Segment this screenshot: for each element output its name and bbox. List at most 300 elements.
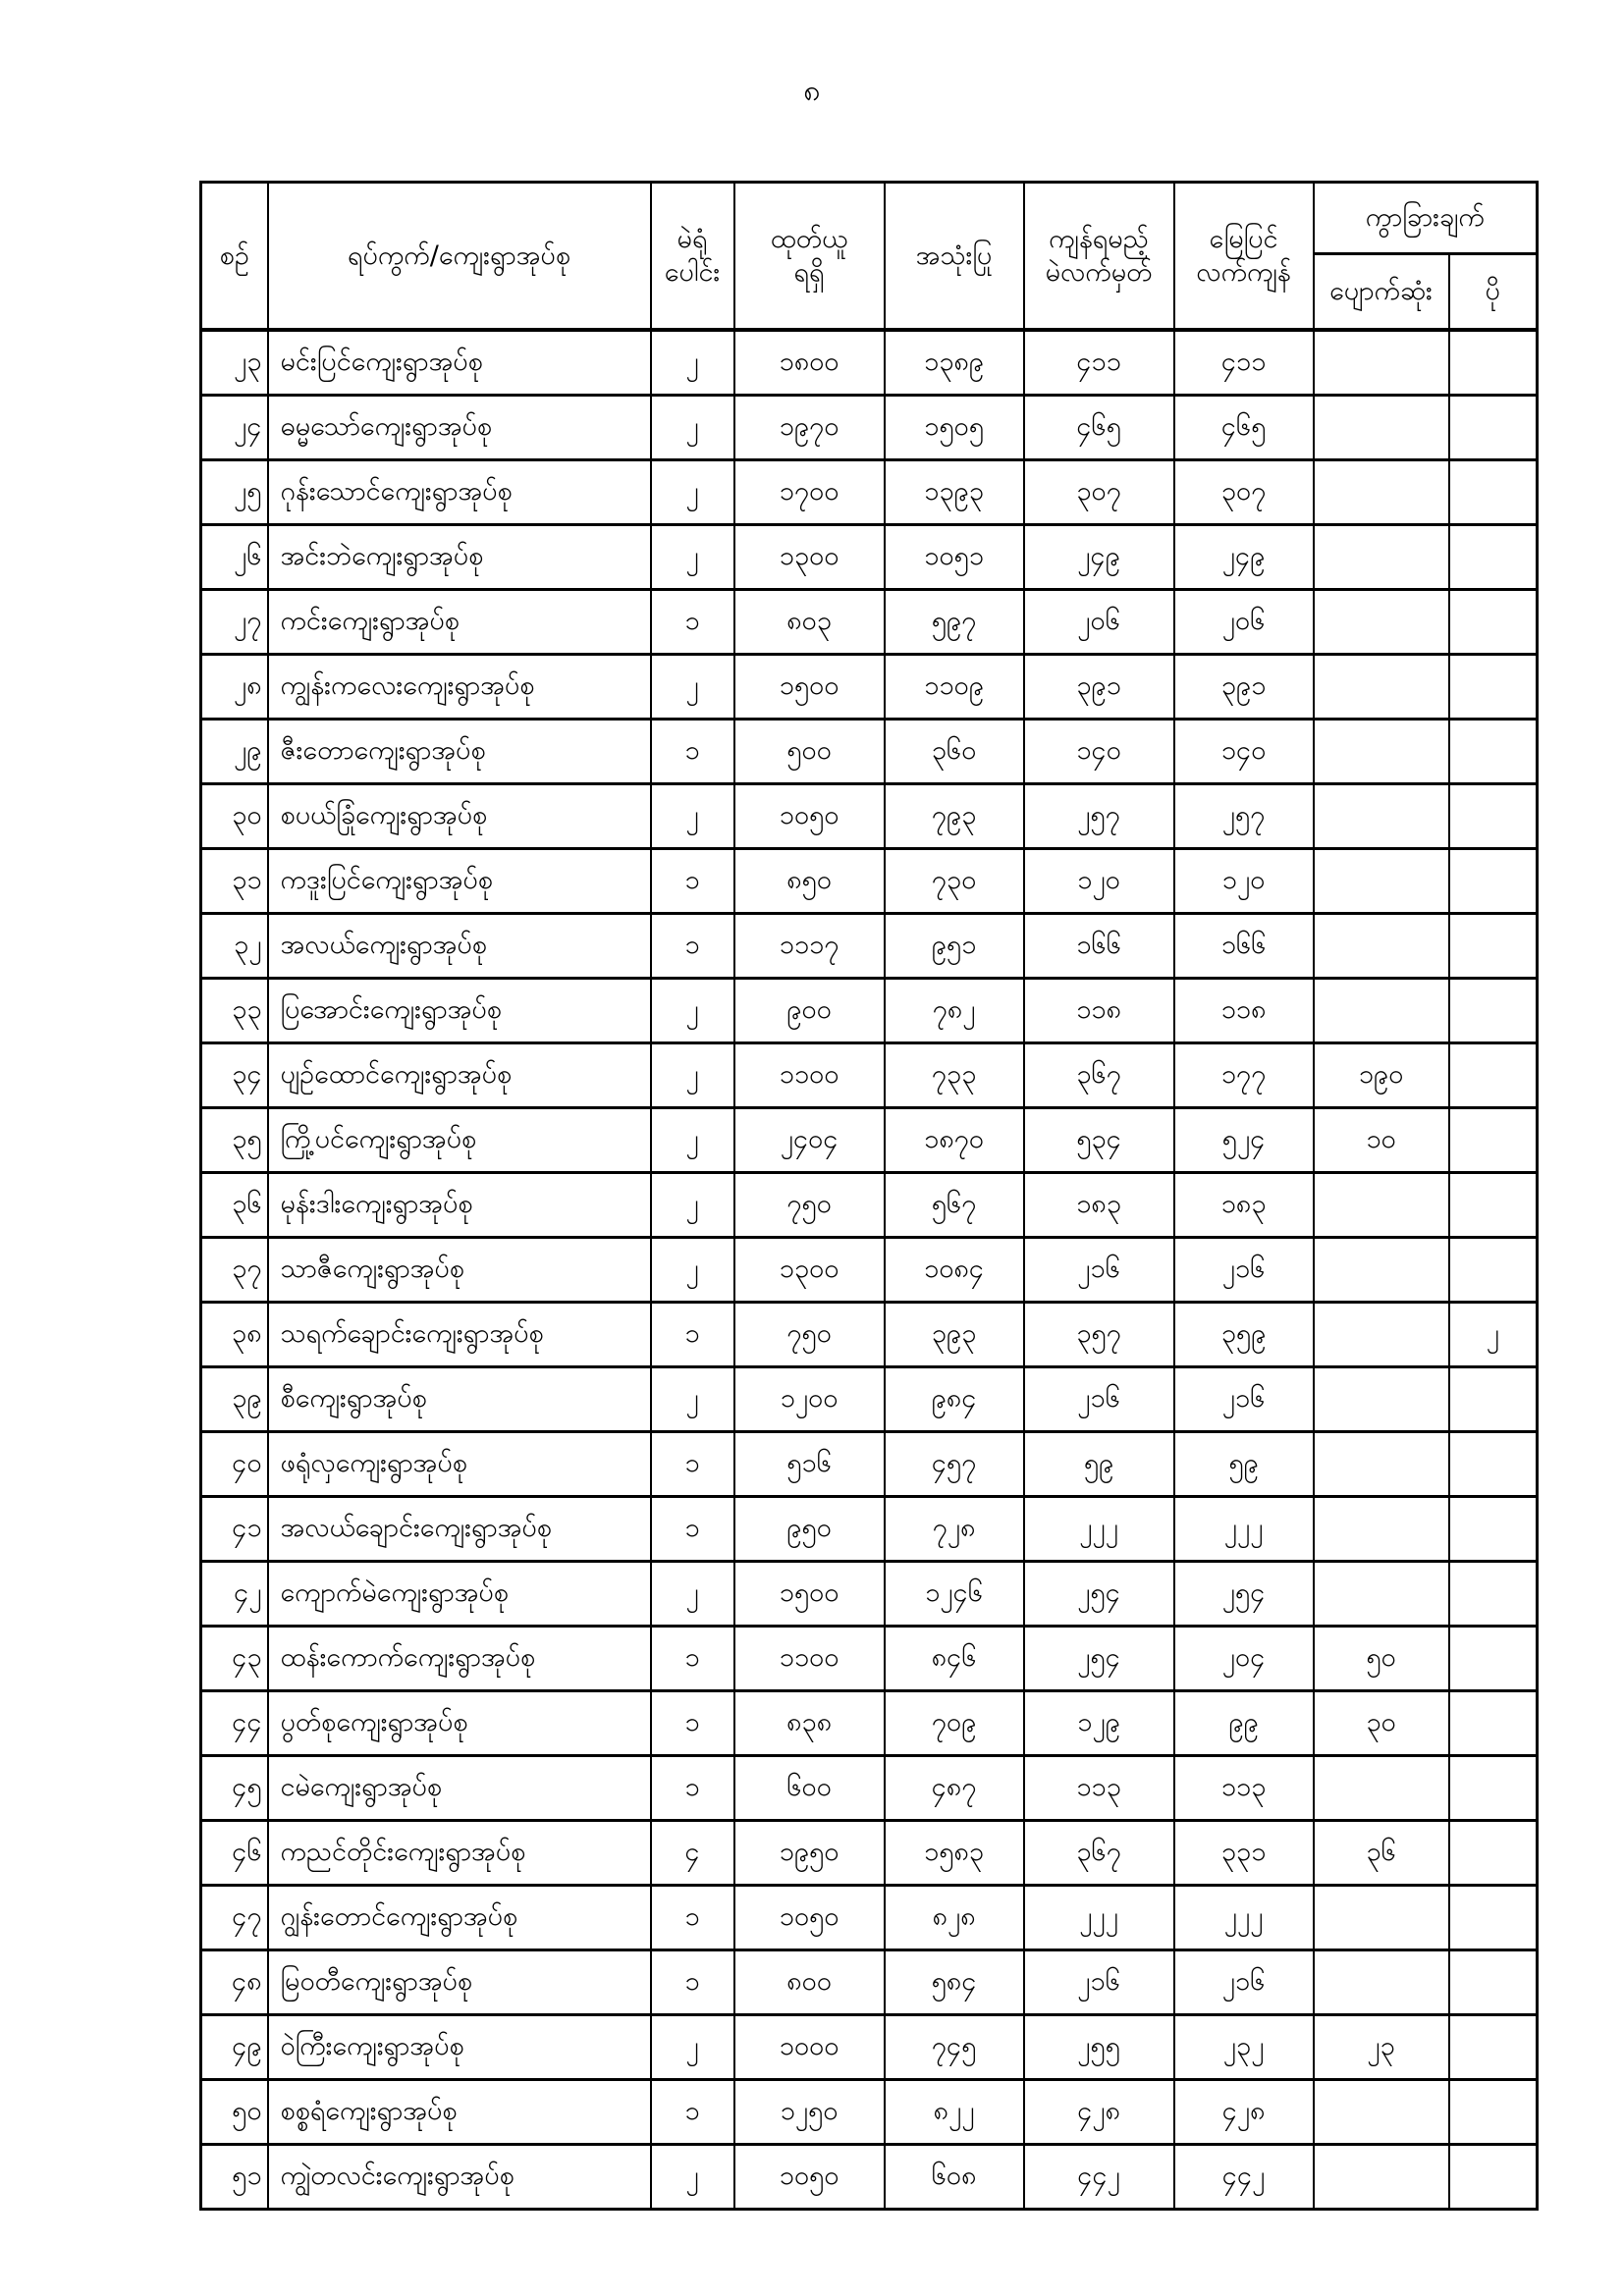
cell-lost xyxy=(1314,395,1449,459)
cell-lost xyxy=(1314,589,1449,654)
header-lost: ပျောက်ဆုံး xyxy=(1314,254,1449,331)
cell-received: ၁၀၅၀ xyxy=(734,1885,885,1949)
header-received-line2: ရရှိ xyxy=(793,256,825,288)
cell-village-name: ပျဉ်ထောင်ကျေးရွာအုပ်စု xyxy=(268,1042,651,1107)
cell-received: ၈၀၀ xyxy=(734,1949,885,2014)
cell-received: ၂၄၀၄ xyxy=(734,1107,885,1172)
cell-station-count: ၁ xyxy=(651,1496,734,1561)
cell-lost: ၁၉၀ xyxy=(1314,1042,1449,1107)
cell-station-count: ၁ xyxy=(651,913,734,978)
cell-used: ၃၉၃ xyxy=(885,1302,1024,1366)
cell-received: ၁၁၀၀ xyxy=(734,1626,885,1690)
cell-village-name: ကညင်တိုင်းကျေးရွာအုပ်စု xyxy=(268,1820,651,1885)
cell-remaining: ၅၃၄ xyxy=(1024,1107,1174,1172)
cell-ground-balance: ၂၅၇ xyxy=(1174,783,1314,848)
cell-serial: ၄၆ xyxy=(201,1820,268,1885)
ballot-summary-table xyxy=(199,181,1539,2211)
cell-serial: ၂၈ xyxy=(201,654,268,719)
cell-lost xyxy=(1314,1885,1449,1949)
table-body xyxy=(201,330,1538,2209)
header-ground-balance xyxy=(1174,183,1314,331)
cell-received: ၁၀၀၀ xyxy=(734,2014,885,2079)
cell-lost xyxy=(1314,1949,1449,2014)
cell-remaining: ၁၁၈ xyxy=(1024,978,1174,1042)
cell-ground-balance: ၂၁၆ xyxy=(1174,1366,1314,1431)
cell-lost xyxy=(1314,719,1449,783)
table-row xyxy=(201,1431,1538,1496)
cell-serial: ၂၅ xyxy=(201,459,268,524)
cell-extra xyxy=(1449,719,1538,783)
cell-remaining: ၃၆၇ xyxy=(1024,1042,1174,1107)
cell-used: ၅၉၇ xyxy=(885,589,1024,654)
cell-village-name: အင်းဘဲကျေးရွာအုပ်စု xyxy=(268,524,651,589)
cell-remaining: ၁၄၀ xyxy=(1024,719,1174,783)
header-station-count-line1: မဲရုံ xyxy=(677,223,708,254)
cell-remaining: ၂၁၆ xyxy=(1024,1237,1174,1302)
cell-station-count: ၂ xyxy=(651,978,734,1042)
cell-serial: ၄၁ xyxy=(201,1496,268,1561)
header-extra: ပို xyxy=(1449,254,1538,331)
cell-ground-balance: ၁၇၇ xyxy=(1174,1042,1314,1107)
header-remaining-line2: မဲလက်မှတ် xyxy=(1045,256,1153,288)
cell-ground-balance: ၂၁၆ xyxy=(1174,1237,1314,1302)
header-used: အသုံးပြု xyxy=(885,183,1024,331)
cell-received: ၇၅၀ xyxy=(734,1172,885,1237)
cell-village-name: ကျွန်းကလေးကျေးရွာအုပ်စု xyxy=(268,654,651,719)
cell-used: ၁၃၉၃ xyxy=(885,459,1024,524)
cell-village-name: ပြအောင်းကျေးရွာအုပ်စု xyxy=(268,978,651,1042)
cell-used: ၈၂၈ xyxy=(885,1885,1024,1949)
table-row xyxy=(201,2144,1538,2209)
table-row xyxy=(201,330,1538,395)
cell-village-name: သရက်ချောင်းကျေးရွာအုပ်စု xyxy=(268,1302,651,1366)
cell-station-count: ၂ xyxy=(651,2144,734,2209)
cell-village-name: ကင်းကျေးရွာအုပ်စု xyxy=(268,589,651,654)
cell-serial: ၄၇ xyxy=(201,1885,268,1949)
cell-received: ၅၁၆ xyxy=(734,1431,885,1496)
cell-village-name: စီကျေးရွာအုပ်စု xyxy=(268,1366,651,1431)
cell-remaining: ၁၈၃ xyxy=(1024,1172,1174,1237)
cell-ground-balance: ၉၉ xyxy=(1174,1690,1314,1755)
cell-used: ၇၈၂ xyxy=(885,978,1024,1042)
header-received xyxy=(734,183,885,331)
cell-lost xyxy=(1314,1302,1449,1366)
cell-ground-balance: ၁၄၀ xyxy=(1174,719,1314,783)
cell-ground-balance: ၄၆၅ xyxy=(1174,395,1314,459)
table-row xyxy=(201,848,1538,913)
cell-village-name: ဓမ္မသော်ကျေးရွာအုပ်စု xyxy=(268,395,651,459)
cell-used: ၃၆၀ xyxy=(885,719,1024,783)
cell-received: ၁၀၅၀ xyxy=(734,2144,885,2209)
header-ground-balance-line2: လက်ကျန် xyxy=(1196,256,1291,288)
cell-village-name: ပွတ်စုကျေးရွာအုပ်စု xyxy=(268,1690,651,1755)
cell-village-name: ကဒူးပြင်ကျေးရွာအုပ်စု xyxy=(268,848,651,913)
header-station-count xyxy=(651,183,734,331)
cell-remaining: ၂၄၉ xyxy=(1024,524,1174,589)
cell-remaining: ၂၁၆ xyxy=(1024,1949,1174,2014)
table-row xyxy=(201,1820,1538,1885)
cell-village-name: အလယ်ကျေးရွာအုပ်စု xyxy=(268,913,651,978)
cell-serial: ၂၉ xyxy=(201,719,268,783)
cell-used: ၇၉၃ xyxy=(885,783,1024,848)
cell-received: ၉၀၀ xyxy=(734,978,885,1042)
header-remaining-line1: ကျန်ရမည့် xyxy=(1049,223,1149,254)
table-row xyxy=(201,1172,1538,1237)
cell-serial: ၄၉ xyxy=(201,2014,268,2079)
cell-extra xyxy=(1449,2079,1538,2144)
cell-village-name: ကြို့ပင်ကျေးရွာအုပ်စု xyxy=(268,1107,651,1172)
cell-received: ၁၃၀၀ xyxy=(734,524,885,589)
cell-used: ၄၈၇ xyxy=(885,1755,1024,1820)
cell-lost xyxy=(1314,1431,1449,1496)
cell-used: ၄၅၇ xyxy=(885,1431,1024,1496)
cell-remaining: ၅၉ xyxy=(1024,1431,1174,1496)
table-row xyxy=(201,719,1538,783)
cell-used: ၅၆၇ xyxy=(885,1172,1024,1237)
cell-extra xyxy=(1449,330,1538,395)
cell-lost: ၃၆ xyxy=(1314,1820,1449,1885)
cell-lost: ၃၀ xyxy=(1314,1690,1449,1755)
cell-station-count: ၂ xyxy=(651,1237,734,1302)
cell-ground-balance: ၁၈၃ xyxy=(1174,1172,1314,1237)
table-row xyxy=(201,1496,1538,1561)
cell-lost xyxy=(1314,1561,1449,1626)
cell-lost xyxy=(1314,524,1449,589)
cell-ground-balance: ၅၂၄ xyxy=(1174,1107,1314,1172)
cell-used: ၇၃၃ xyxy=(885,1042,1024,1107)
cell-used: ၉၈၄ xyxy=(885,1366,1024,1431)
cell-ground-balance: ၃၅၉ xyxy=(1174,1302,1314,1366)
cell-received: ၁၂၅၀ xyxy=(734,2079,885,2144)
cell-extra xyxy=(1449,1626,1538,1690)
cell-used: ၇၃၀ xyxy=(885,848,1024,913)
cell-received: ၈၀၃ xyxy=(734,589,885,654)
table-row xyxy=(201,1885,1538,1949)
cell-station-count: ၁ xyxy=(651,1755,734,1820)
cell-received: ၁၇၀၀ xyxy=(734,459,885,524)
cell-extra: ၂ xyxy=(1449,1302,1538,1366)
cell-village-name: ဂုန်းသောင်ကျေးရွာအုပ်စု xyxy=(268,459,651,524)
cell-remaining: ၂၅၄ xyxy=(1024,1626,1174,1690)
table-row xyxy=(201,2079,1538,2144)
cell-village-name: အလယ်ချောင်းကျေးရွာအုပ်စု xyxy=(268,1496,651,1561)
cell-remaining: ၃၆၇ xyxy=(1024,1820,1174,1885)
cell-remaining: ၂၁၆ xyxy=(1024,1366,1174,1431)
cell-received: ၁၉၅၀ xyxy=(734,1820,885,1885)
cell-remaining: ၂၂၂ xyxy=(1024,1496,1174,1561)
cell-serial: ၃၈ xyxy=(201,1302,268,1366)
table-row xyxy=(201,524,1538,589)
cell-ground-balance: ၄၄၂ xyxy=(1174,2144,1314,2209)
cell-station-count: ၁ xyxy=(651,848,734,913)
cell-remaining: ၁၆၆ xyxy=(1024,913,1174,978)
cell-used: ၅၈၄ xyxy=(885,1949,1024,2014)
cell-village-name: ဂျွန်းတောင်ကျေးရွာအုပ်စု xyxy=(268,1885,651,1949)
cell-received: ၇၅၀ xyxy=(734,1302,885,1366)
cell-used: ၁၃၈၉ xyxy=(885,330,1024,395)
cell-station-count: ၁ xyxy=(651,1949,734,2014)
cell-ground-balance: ၁၂၀ xyxy=(1174,848,1314,913)
cell-used: ၇၄၅ xyxy=(885,2014,1024,2079)
cell-serial: ၂၃ xyxy=(201,330,268,395)
cell-lost xyxy=(1314,459,1449,524)
cell-ground-balance: ၂၂၂ xyxy=(1174,1885,1314,1949)
cell-received: ၉၅၀ xyxy=(734,1496,885,1561)
cell-received: ၁၁၁၇ xyxy=(734,913,885,978)
cell-village-name: ဇီးတောကျေးရွာအုပ်စု xyxy=(268,719,651,783)
cell-village-name: ငမဲကျေးရွာအုပ်စု xyxy=(268,1755,651,1820)
cell-extra xyxy=(1449,1755,1538,1820)
cell-used: ၈၄၆ xyxy=(885,1626,1024,1690)
cell-lost xyxy=(1314,654,1449,719)
cell-serial: ၃၉ xyxy=(201,1366,268,1431)
cell-village-name: ကျောက်မဲကျေးရွာအုပ်စု xyxy=(268,1561,651,1626)
header-serial: စဉ် xyxy=(201,183,268,331)
cell-village-name: မုန်းဒါးကျေးရွာအုပ်စု xyxy=(268,1172,651,1237)
cell-lost xyxy=(1314,848,1449,913)
cell-remaining: ၂၅၅ xyxy=(1024,2014,1174,2079)
cell-received: ၁၈၀၀ xyxy=(734,330,885,395)
cell-used: ၁၅၈၃ xyxy=(885,1820,1024,1885)
cell-extra xyxy=(1449,1690,1538,1755)
cell-received: ၁၃၀၀ xyxy=(734,1237,885,1302)
cell-received: ၁၅၀၀ xyxy=(734,1561,885,1626)
table-row xyxy=(201,395,1538,459)
cell-village-name: မင်းပြင်ကျေးရွာအုပ်စု xyxy=(268,330,651,395)
header-station-count-line2: ပေါင်း xyxy=(664,256,721,288)
cell-station-count: ၄ xyxy=(651,1820,734,1885)
cell-ground-balance: ၁၁၃ xyxy=(1174,1755,1314,1820)
cell-received: ၁၅၀၀ xyxy=(734,654,885,719)
cell-serial: ၄၅ xyxy=(201,1755,268,1820)
cell-serial: ၄၃ xyxy=(201,1626,268,1690)
cell-ground-balance: ၂၀၄ xyxy=(1174,1626,1314,1690)
cell-extra xyxy=(1449,459,1538,524)
cell-remaining: ၃၉၁ xyxy=(1024,654,1174,719)
cell-extra xyxy=(1449,978,1538,1042)
cell-extra xyxy=(1449,1496,1538,1561)
cell-lost: ၂၃ xyxy=(1314,2014,1449,2079)
cell-station-count: ၂ xyxy=(651,1172,734,1237)
cell-extra xyxy=(1449,1885,1538,1949)
cell-extra xyxy=(1449,913,1538,978)
cell-serial: ၂၆ xyxy=(201,524,268,589)
cell-serial: ၃၆ xyxy=(201,1172,268,1237)
cell-station-count: ၂ xyxy=(651,395,734,459)
cell-remaining: ၂၅၄ xyxy=(1024,1561,1174,1626)
cell-ground-balance: ၃၃၁ xyxy=(1174,1820,1314,1885)
table-row xyxy=(201,1949,1538,2014)
cell-station-count: ၂ xyxy=(651,1561,734,1626)
cell-used: ၇၂၈ xyxy=(885,1496,1024,1561)
cell-ground-balance: ၅၉ xyxy=(1174,1431,1314,1496)
cell-village-name: မြဝတီကျေးရွာအုပ်စု xyxy=(268,1949,651,2014)
cell-used: ၁၀၈၄ xyxy=(885,1237,1024,1302)
cell-village-name: စစ္စရံကျေးရွာအုပ်စု xyxy=(268,2079,651,2144)
header-ground-balance-line1: မြေပြင် xyxy=(1209,223,1278,254)
cell-station-count: ၂ xyxy=(651,2014,734,2079)
cell-village-name: ဝဲကြီးကျေးရွာအုပ်စု xyxy=(268,2014,651,2079)
cell-received: ၈၃၈ xyxy=(734,1690,885,1755)
cell-used: ၁၁၀၉ xyxy=(885,654,1024,719)
table-row xyxy=(201,1107,1538,1172)
table-row xyxy=(201,459,1538,524)
table-row xyxy=(201,1690,1538,1755)
table-row xyxy=(201,1561,1538,1626)
cell-serial: ၄၂ xyxy=(201,1561,268,1626)
cell-station-count: ၁ xyxy=(651,1302,734,1366)
cell-remaining: ၄၆၅ xyxy=(1024,395,1174,459)
cell-remaining: ၄၄၂ xyxy=(1024,2144,1174,2209)
cell-remaining: ၁၂၉ xyxy=(1024,1690,1174,1755)
cell-serial: ၅၀ xyxy=(201,2079,268,2144)
table-row xyxy=(201,1366,1538,1431)
cell-serial: ၅၁ xyxy=(201,2144,268,2209)
cell-station-count: ၂ xyxy=(651,1107,734,1172)
cell-received: ၈၅၀ xyxy=(734,848,885,913)
cell-received: ၁၁၀၀ xyxy=(734,1042,885,1107)
cell-serial: ၃၁ xyxy=(201,848,268,913)
cell-station-count: ၁ xyxy=(651,1885,734,1949)
cell-extra xyxy=(1449,2144,1538,2209)
cell-serial: ၃၀ xyxy=(201,783,268,848)
cell-extra xyxy=(1449,1237,1538,1302)
cell-station-count: ၂ xyxy=(651,524,734,589)
header-remaining xyxy=(1024,183,1174,331)
cell-remaining: ၂၀၆ xyxy=(1024,589,1174,654)
cell-lost xyxy=(1314,1366,1449,1431)
cell-serial: ၃၇ xyxy=(201,1237,268,1302)
cell-ground-balance: ၂၃၂ xyxy=(1174,2014,1314,2079)
cell-lost xyxy=(1314,2144,1449,2209)
cell-used: ၁၅၀၅ xyxy=(885,395,1024,459)
cell-received: ၆၀၀ xyxy=(734,1755,885,1820)
cell-ground-balance: ၁၁၈ xyxy=(1174,978,1314,1042)
table-header xyxy=(201,183,1538,331)
cell-received: ၁၉၇၀ xyxy=(734,395,885,459)
cell-lost xyxy=(1314,1755,1449,1820)
cell-extra xyxy=(1449,1949,1538,2014)
cell-village-name: ထန်းကောက်ကျေးရွာအုပ်စု xyxy=(268,1626,651,1690)
cell-ground-balance: ၂၀၆ xyxy=(1174,589,1314,654)
cell-remaining: ၄၂၈ xyxy=(1024,2079,1174,2144)
cell-serial: ၄၈ xyxy=(201,1949,268,2014)
cell-extra xyxy=(1449,1431,1538,1496)
cell-lost xyxy=(1314,978,1449,1042)
cell-extra xyxy=(1449,1820,1538,1885)
cell-village-name: သာဇီကျေးရွာအုပ်စု xyxy=(268,1237,651,1302)
cell-serial: ၃၅ xyxy=(201,1107,268,1172)
cell-station-count: ၂ xyxy=(651,654,734,719)
cell-extra xyxy=(1449,1107,1538,1172)
cell-remaining: ၁၁၃ xyxy=(1024,1755,1174,1820)
cell-received: ၁၀၅၀ xyxy=(734,783,885,848)
cell-extra xyxy=(1449,783,1538,848)
cell-remaining: ၃၅၇ xyxy=(1024,1302,1174,1366)
cell-village-name: ကျွဲတလင်းကျေးရွာအုပ်စု xyxy=(268,2144,651,2209)
cell-ground-balance: ၂၅၄ xyxy=(1174,1561,1314,1626)
cell-ground-balance: ၄၁၁ xyxy=(1174,330,1314,395)
table-row xyxy=(201,654,1538,719)
cell-remaining: ၂၂၂ xyxy=(1024,1885,1174,1949)
cell-extra xyxy=(1449,1561,1538,1626)
cell-ground-balance: ၁၆၆ xyxy=(1174,913,1314,978)
table-row xyxy=(201,978,1538,1042)
cell-extra xyxy=(1449,1042,1538,1107)
table-row xyxy=(201,1755,1538,1820)
cell-serial: ၄၄ xyxy=(201,1690,268,1755)
cell-lost xyxy=(1314,1237,1449,1302)
cell-ground-balance: ၂၄၉ xyxy=(1174,524,1314,589)
cell-village-name: ဖရုံလှကျေးရွာအုပ်စု xyxy=(268,1431,651,1496)
cell-station-count: ၁ xyxy=(651,1431,734,1496)
cell-used: ၁၈၇၀ xyxy=(885,1107,1024,1172)
cell-lost: ၁၀ xyxy=(1314,1107,1449,1172)
cell-remaining: ၂၅၇ xyxy=(1024,783,1174,848)
cell-station-count: ၂ xyxy=(651,330,734,395)
cell-station-count: ၂ xyxy=(651,1042,734,1107)
cell-serial: ၂၇ xyxy=(201,589,268,654)
cell-village-name: စပယ်ခြုံကျေးရွာအုပ်စု xyxy=(268,783,651,848)
cell-serial: ၃၄ xyxy=(201,1042,268,1107)
cell-lost: ၅၀ xyxy=(1314,1626,1449,1690)
cell-ground-balance: ၃၀၇ xyxy=(1174,459,1314,524)
cell-ground-balance: ၂၁၆ xyxy=(1174,1949,1314,2014)
cell-received: ၅၀၀ xyxy=(734,719,885,783)
cell-extra xyxy=(1449,589,1538,654)
cell-extra xyxy=(1449,848,1538,913)
cell-ground-balance: ၂၂၂ xyxy=(1174,1496,1314,1561)
table-row xyxy=(201,589,1538,654)
cell-station-count: ၂ xyxy=(651,459,734,524)
table-row xyxy=(201,913,1538,978)
cell-station-count: ၁ xyxy=(651,2079,734,2144)
table-row xyxy=(201,783,1538,848)
page-number: ၈ xyxy=(803,74,821,108)
cell-used: ၁၂၄၆ xyxy=(885,1561,1024,1626)
table-row xyxy=(201,1626,1538,1690)
cell-station-count: ၁ xyxy=(651,589,734,654)
cell-remaining: ၁၂၀ xyxy=(1024,848,1174,913)
cell-station-count: ၂ xyxy=(651,783,734,848)
cell-serial: ၃၂ xyxy=(201,913,268,978)
cell-station-count: ၂ xyxy=(651,1366,734,1431)
table-row xyxy=(201,1042,1538,1107)
cell-remaining: ၃၀၇ xyxy=(1024,459,1174,524)
cell-extra xyxy=(1449,1366,1538,1431)
cell-ground-balance: ၃၉၁ xyxy=(1174,654,1314,719)
cell-serial: ၂၄ xyxy=(201,395,268,459)
cell-station-count: ၁ xyxy=(651,1690,734,1755)
cell-lost xyxy=(1314,2079,1449,2144)
cell-used: ၉၅၁ xyxy=(885,913,1024,978)
header-row-group xyxy=(201,183,1538,254)
cell-serial: ၄၀ xyxy=(201,1431,268,1496)
header-difference: ကွာခြားချက် xyxy=(1314,183,1538,254)
cell-lost xyxy=(1314,783,1449,848)
cell-extra xyxy=(1449,654,1538,719)
cell-extra xyxy=(1449,2014,1538,2079)
cell-lost xyxy=(1314,1172,1449,1237)
table-row xyxy=(201,1302,1538,1366)
cell-lost xyxy=(1314,330,1449,395)
cell-station-count: ၁ xyxy=(651,719,734,783)
cell-extra xyxy=(1449,395,1538,459)
cell-station-count: ၁ xyxy=(651,1626,734,1690)
cell-serial: ၃၃ xyxy=(201,978,268,1042)
cell-lost xyxy=(1314,913,1449,978)
cell-extra xyxy=(1449,1172,1538,1237)
